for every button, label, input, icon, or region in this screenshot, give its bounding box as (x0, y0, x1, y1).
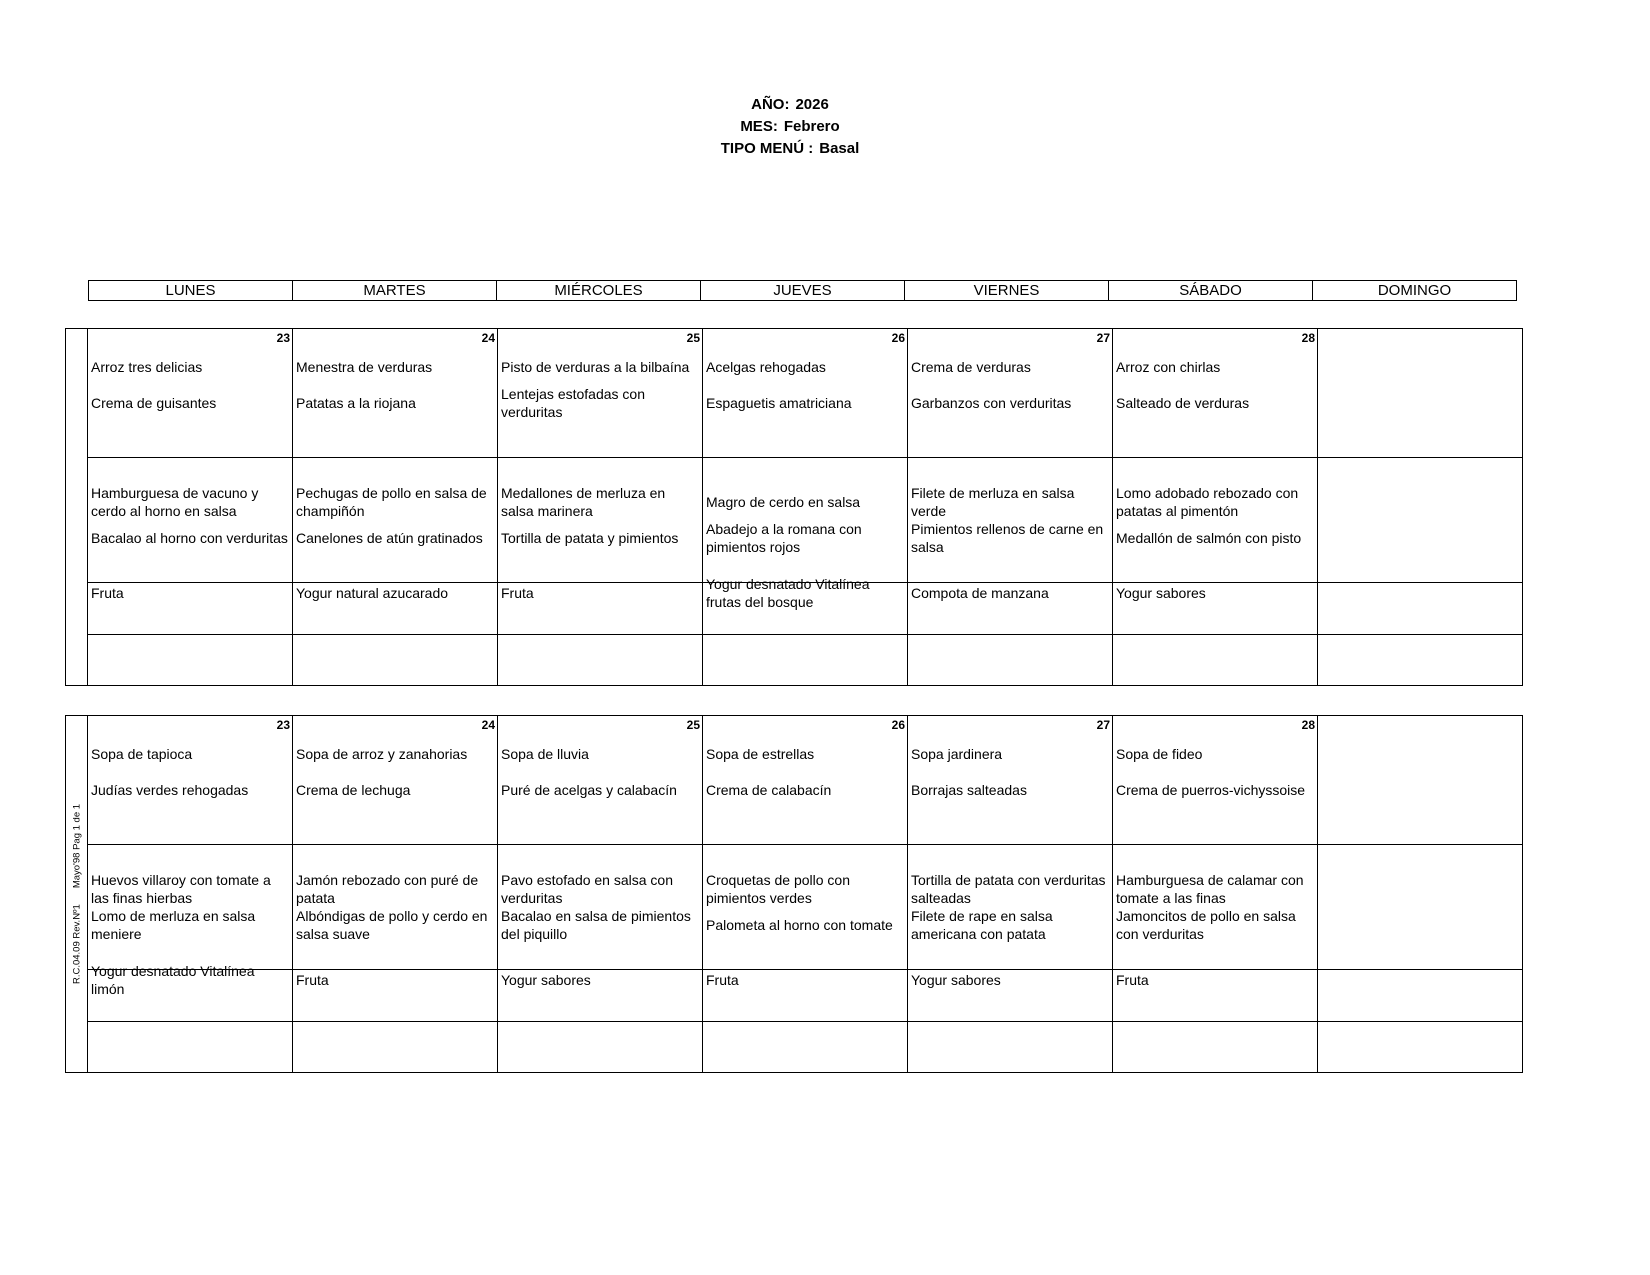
first-course-cell (703, 716, 907, 844)
first-course-cell (293, 329, 497, 457)
second-course-cell (498, 845, 702, 969)
first-course-cell (1113, 329, 1317, 457)
dish: Espaguetis amatriciana (706, 395, 852, 411)
dish: Pisto de verduras a la bilbaína (501, 359, 690, 375)
dish: Crema de calabacín (706, 782, 832, 798)
dessert: Yogur desnatado Vitalínea limón (91, 963, 255, 997)
dish: Arroz tres delicias (91, 359, 203, 375)
empty-row (66, 1022, 1523, 1073)
dessert: Yogur sabores (911, 972, 1001, 988)
dessert: Yogur natural azucarado (296, 585, 449, 601)
month-value: Febrero (783, 118, 840, 135)
menu-type-value: Basal (819, 140, 860, 157)
first-course-cell (1318, 716, 1522, 844)
first-course-cell (703, 329, 907, 457)
empty-cell (293, 1022, 498, 1073)
dish: Crema de lechuga (296, 782, 411, 798)
dessert-cell (908, 583, 1112, 634)
dish: Huevos villaroy con tomate a las finas hierbas (91, 872, 271, 906)
dessert: Yogur desnatado Vitalínea frutas del bosque (706, 576, 870, 610)
second-course-cell (88, 458, 292, 582)
second-course-cell (293, 458, 497, 582)
side-strip (66, 716, 88, 1073)
day-number: 24 (481, 331, 495, 345)
menu-week-1 (65, 328, 1523, 686)
dish: Lomo adobado rebozado con patatas al pimentón (1116, 485, 1299, 519)
day-header-sabado: SÁBADO (1109, 281, 1313, 301)
second-course-cell (1318, 458, 1522, 582)
empty-cell (498, 635, 703, 686)
second-course-cell (498, 458, 702, 582)
dessert-cell (293, 970, 497, 1021)
empty-row (66, 635, 1523, 686)
dish: Filete de rape en salsa americana con patata (911, 908, 1053, 942)
dish: Bacalao al horno con verduritas (91, 530, 288, 546)
dish: Tortilla de patata con verduritas salteadas (911, 872, 1106, 906)
dish: Menestra de verduras (296, 359, 433, 375)
dish: Palometa al horno con tomate (706, 917, 893, 933)
dessert-cell (703, 970, 907, 1021)
day-header-miercoles: MIÉRCOLES (497, 281, 701, 301)
empty-cell (498, 1022, 703, 1073)
first-course-cell (908, 329, 1112, 457)
empty-cell (1318, 635, 1523, 686)
dessert-cell (498, 583, 702, 634)
dish: Sopa de tapioca (91, 746, 193, 762)
dish: Sopa de fideo (1116, 746, 1203, 762)
month-label: MES: (740, 118, 778, 135)
dish: Medallones de merluza en salsa marinera (501, 485, 666, 519)
dessert-cell (1318, 970, 1522, 1021)
empty-cell (908, 1022, 1113, 1073)
menu-type-label: TIPO MENÚ : (720, 140, 814, 157)
weekday-header-table (88, 280, 1517, 301)
dish: Jamoncitos de pollo en salsa con verduritas (1116, 908, 1296, 942)
day-header-lunes: LUNES (89, 281, 293, 301)
dessert-cell (908, 970, 1112, 1021)
second-course-cell (908, 845, 1112, 969)
empty-cell (703, 635, 908, 686)
page-reference: Mayo'98 Pag 1 de 1 (71, 803, 82, 889)
dessert: Yogur sabores (501, 972, 591, 988)
empty-cell (1318, 1022, 1523, 1073)
first-course-cell (498, 716, 702, 844)
dish: Bacalao en salsa de pimientos del piquillo (501, 908, 691, 942)
menu-type-line (0, 140, 1580, 157)
empty-cell (703, 1022, 908, 1073)
dish: Crema de puerros-vichyssoise (1116, 782, 1306, 798)
dish: Sopa jardinera (911, 746, 1003, 762)
dessert: Fruta (1116, 972, 1149, 988)
dish: Patatas a la riojana (296, 395, 416, 411)
first-course-cell (908, 716, 1112, 844)
dessert: Fruta (91, 585, 124, 601)
dish: Albóndigas de pollo y cerdo en salsa suave (296, 908, 488, 942)
first-course-row (66, 329, 1523, 458)
dessert: Fruta (706, 972, 739, 988)
dessert: Yogur sabores (1116, 585, 1206, 601)
dessert-cell (293, 583, 497, 634)
second-course-cell (703, 458, 907, 582)
day-number: 27 (1096, 331, 1110, 345)
day-header-martes: MARTES (293, 281, 497, 301)
day-number: 26 (891, 331, 905, 345)
empty-cell (1113, 635, 1318, 686)
dish: Pavo estofado en salsa con verduritas (501, 872, 674, 906)
first-course-cell (293, 716, 497, 844)
dish: Abadejo a la romana con pimientos rojos (706, 521, 862, 555)
empty-cell (88, 1022, 293, 1073)
dessert: Fruta (501, 585, 534, 601)
dish: Sopa de lluvia (501, 746, 589, 762)
day-header-domingo: DOMINGO (1313, 281, 1517, 301)
dish: Puré de acelgas y calabacín (501, 782, 677, 798)
second-course-cell (1113, 845, 1317, 969)
dessert-cell (1113, 970, 1317, 1021)
day-number: 23 (276, 718, 290, 732)
day-header-jueves: JUEVES (701, 281, 905, 301)
year-line (0, 96, 1580, 113)
dish: Lentejas estofadas con verduritas (501, 386, 645, 420)
dessert-cell (1318, 583, 1522, 634)
first-course-row (66, 716, 1523, 845)
second-course-row (66, 845, 1523, 970)
second-course-cell (1113, 458, 1317, 582)
dish: Acelgas rehogadas (706, 359, 826, 375)
dish: Medallón de salmón con pisto (1116, 530, 1302, 546)
dessert-cell (88, 583, 292, 634)
document-reference (71, 796, 82, 992)
dish: Sopa de estrellas (706, 746, 815, 762)
empty-cell (908, 635, 1113, 686)
dish: Borrajas salteadas (911, 782, 1027, 798)
dish: Jamón rebozado con puré de patata (296, 872, 479, 906)
dish: Canelones de atún gratinados (296, 530, 483, 546)
day-number: 28 (1301, 718, 1315, 732)
dish: Garbanzos con verduritas (911, 395, 1072, 411)
second-course-cell (293, 845, 497, 969)
day-number: 27 (1096, 718, 1110, 732)
day-number: 24 (481, 718, 495, 732)
menu-week-2 (65, 715, 1523, 1073)
dessert-row (66, 583, 1523, 635)
day-number: 23 (276, 331, 290, 345)
dish: Croquetas de pollo con pimientos verdes (706, 872, 850, 906)
revision-code: R.C.04.09 Rev.Nº1 (71, 904, 82, 985)
dessert-cell (498, 970, 702, 1021)
empty-cell (88, 635, 293, 686)
second-course-cell (703, 845, 907, 969)
dish: Arroz con chirlas (1116, 359, 1221, 375)
second-course-cell (908, 458, 1112, 582)
dessert: Compota de manzana (911, 585, 1049, 601)
year-label: AÑO: (751, 96, 790, 113)
dish: Filete de merluza en salsa verde (911, 485, 1075, 519)
dessert-row (66, 970, 1523, 1022)
day-number: 28 (1301, 331, 1315, 345)
second-course-cell (1318, 845, 1522, 969)
dessert-cell (703, 576, 907, 634)
empty-cell (1113, 1022, 1318, 1073)
first-course-cell (88, 716, 292, 844)
dish: Tortilla de patata y pimientos (501, 530, 679, 546)
dish: Judías verdes rehogadas (91, 782, 249, 798)
dish: Sopa de arroz y zanahorias (296, 746, 468, 762)
dish: Salteado de verduras (1116, 395, 1250, 411)
first-course-cell (1318, 329, 1522, 457)
dish: Pechugas de pollo en salsa de champiñón (296, 485, 487, 519)
dish: Crema de verduras (911, 359, 1031, 375)
empty-cell (293, 635, 498, 686)
dish: Lomo de merluza en salsa meniere (91, 908, 256, 942)
dish: Crema de guisantes (91, 395, 217, 411)
dish: Hamburguesa de calamar con tomate a las finas (1116, 872, 1304, 906)
first-course-cell (498, 329, 702, 457)
dish: Pimientos rellenos de carne en salsa (911, 521, 1104, 555)
year-value: 2026 (795, 96, 829, 113)
day-header-viernes: VIERNES (905, 281, 1109, 301)
day-number: 25 (686, 718, 700, 732)
dish: Magro de cerdo en salsa (706, 494, 861, 510)
dish: Hamburguesa de vacuno y cerdo al horno en salsa (91, 485, 259, 519)
day-number: 26 (891, 718, 905, 732)
day-number: 25 (686, 331, 700, 345)
second-course-cell (88, 845, 292, 969)
first-course-cell (88, 329, 292, 457)
second-course-row (66, 458, 1523, 583)
month-line (0, 118, 1580, 135)
dessert-cell (88, 963, 292, 1021)
first-course-cell (1113, 716, 1317, 844)
dessert-cell (1113, 583, 1317, 634)
side-strip (66, 329, 88, 686)
dessert: Fruta (296, 972, 329, 988)
